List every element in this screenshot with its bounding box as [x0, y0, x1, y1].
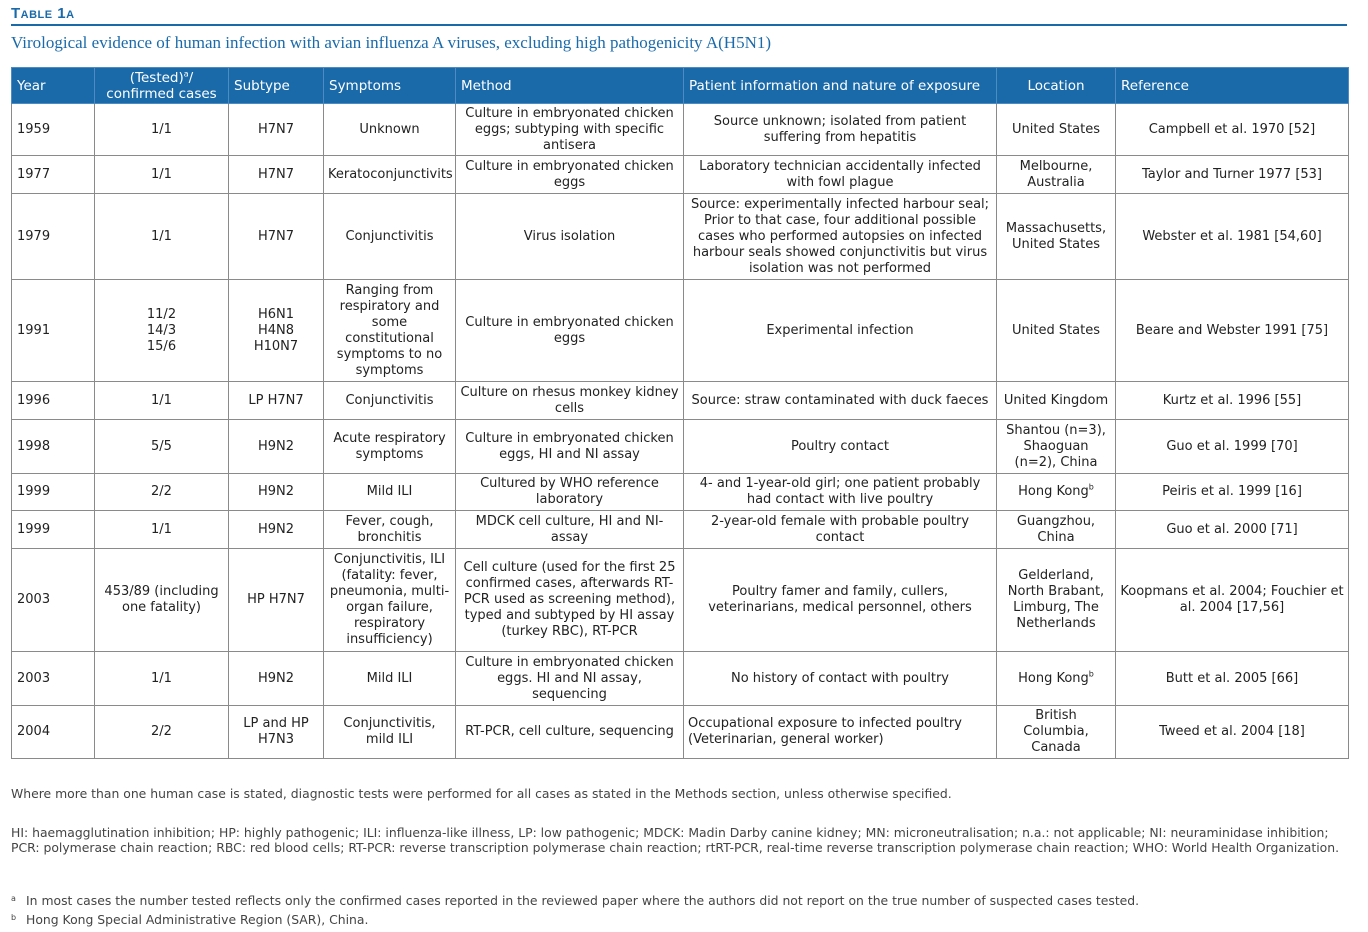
cell-subtype-line: H6N1: [257, 306, 295, 322]
cell-reference: Taylor and Turner 1977 [53]: [1116, 156, 1349, 194]
cell-patient: No history of contact with poultry: [684, 652, 997, 706]
cell-year: 1991: [12, 280, 95, 382]
col-location: Location: [997, 68, 1116, 104]
col-method: Method: [456, 68, 684, 104]
cell-cases: 1/1: [95, 382, 229, 420]
cell-method: Culture in embryonated chicken eggs: [456, 156, 684, 194]
cell-reference: Guo et al. 2000 [71]: [1116, 511, 1349, 549]
cell-symptoms: Acute respiratory symptoms: [324, 420, 456, 474]
footnote-a-mark: a: [11, 894, 16, 903]
cell-method: Cell culture (used for the first 25 confirmed cases, afterwards RT-PCR used as screening method), typed and subtyped by HI assay (turkey RBC), RT-PCR: [456, 549, 684, 652]
cell-method: Culture in embryonated chicken eggs. HI and NI assay, sequencing: [456, 652, 684, 706]
footnote-a: [11, 893, 1351, 908]
table-row: [12, 420, 1349, 474]
cell-method: Culture in embryonated chicken eggs, HI and NI assay: [456, 420, 684, 474]
cell-year: 1999: [12, 474, 95, 511]
cell-patient: Source: experimentally infected harbour seal; Prior to that case, four additional possible cases who performed autopsies on infected harbour seals showed conjunctivitis but virus isolation was not performed: [684, 194, 997, 280]
cell-reference: Tweed et al. 2004 [18]: [1116, 706, 1349, 759]
cell-symptoms: Ranging from respiratory and some constitutional symptoms to no symptoms: [324, 280, 456, 382]
table-row: [12, 652, 1349, 706]
footnote-a-text: In most cases the number tested reflects only the confirmed cases reported in the reviewed paper where the authors did not report on the true number of suspected cases tested.: [26, 893, 1140, 908]
cell-location-text: Hong Kong: [1018, 484, 1089, 499]
table-row: [12, 474, 1349, 511]
cell-cases-line: 15/6: [146, 338, 177, 354]
cell-method: MDCK cell culture, HI and NI-assay: [456, 511, 684, 549]
cell-reference: Guo et al. 1999 [70]: [1116, 420, 1349, 474]
cell-cases: 1/1: [95, 511, 229, 549]
cell-reference: Beare and Webster 1991 [75]: [1116, 280, 1349, 382]
cell-location: United Kingdom: [997, 382, 1116, 420]
cell-subtype: H9N2: [229, 511, 324, 549]
table-row: [12, 511, 1349, 549]
cell-year: 1959: [12, 104, 95, 156]
table-row: [12, 382, 1349, 420]
cell-location: [997, 652, 1116, 706]
cell-patient: Experimental infection: [684, 280, 997, 382]
cell-year: 1979: [12, 194, 95, 280]
table-label: Table 1a: [11, 4, 1347, 26]
footnote-b-text: Hong Kong Special Administrative Region (SAR), China.: [26, 912, 369, 927]
cell-patient: 2-year-old female with probable poultry contact: [684, 511, 997, 549]
cell-patient: Poultry famer and family, cullers, veterinarians, medical personnel, others: [684, 549, 997, 652]
cell-subtype: H9N2: [229, 474, 324, 511]
table-row: [12, 104, 1349, 156]
cell-symptoms: Mild ILI: [324, 474, 456, 511]
cell-subtype-line: H4N8: [257, 322, 295, 338]
col-cases-label: (Tested): [129, 69, 184, 86]
cell-subtype: H7N7: [229, 194, 324, 280]
cell-patient: 4- and 1-year-old girl; one patient probably had contact with live poultry: [684, 474, 997, 511]
cell-reference: Peiris et al. 1999 [16]: [1116, 474, 1349, 511]
cell-method: Culture in embryonated chicken eggs: [456, 280, 684, 382]
abbreviations-note: HI: haemagglutination inhibition; HP: highly pathogenic; ILI: influenza-like illness, LP: low pathogenic; MDCK: Madin Darby canine kidney; MN: microneutralisation; n.a.: not applicable; NI: neuraminidase inhibition; PCR: polymerase chain reaction; RBC: red blood cells; RT-PCR: reverse transcription polymerase chain reaction; rtRT-PCR, real-time reverse transcription polymerase chain reaction; WHO: World Health Organization.: [11, 825, 1340, 855]
cell-symptoms: Conjunctivitis, ILI (fatality: fever, pneumonia, multi-organ failure, respiratory insufficiency): [324, 549, 456, 652]
cell-symptoms: Unknown: [324, 104, 456, 156]
cell-subtype: H7N7: [229, 156, 324, 194]
cell-location: Massachusetts, United States: [997, 194, 1116, 280]
cell-year: 2004: [12, 706, 95, 759]
general-note: Where more than one human case is stated, diagnostic tests were performed for all cases as stated in the Methods section, unless otherwise specified.: [11, 786, 952, 801]
cell-method: RT-PCR, cell culture, sequencing: [456, 706, 684, 759]
cell-cases: [95, 280, 229, 382]
cell-location: Shantou (n=3), Shaoguan (n=2), China: [997, 420, 1116, 474]
cell-cases: 2/2: [95, 706, 229, 759]
table-caption: Virological evidence of human infection with avian influenza A viruses, excluding high pathogenicity A(H5N1): [11, 33, 772, 52]
cell-location: [997, 474, 1116, 511]
cell-location: United States: [997, 280, 1116, 382]
cell-symptoms: Mild ILI: [324, 652, 456, 706]
cell-year: 1977: [12, 156, 95, 194]
table-row: [12, 156, 1349, 194]
cell-reference: Butt et al. 2005 [66]: [1116, 652, 1349, 706]
table-row: [12, 706, 1349, 759]
cell-patient: Source: straw contaminated with duck faeces: [684, 382, 997, 420]
cell-method: Cultured by WHO reference laboratory: [456, 474, 684, 511]
cell-year: 2003: [12, 549, 95, 652]
cell-symptoms: Conjunctivitis: [324, 194, 456, 280]
table-row: [12, 549, 1349, 652]
cell-year: 1996: [12, 382, 95, 420]
footnote-b-mark: b: [11, 913, 17, 922]
col-cases-slash: /: [188, 69, 194, 86]
cell-cases-line: 14/3: [146, 322, 177, 338]
cell-cases: 1/1: [95, 194, 229, 280]
cell-location: British Columbia, Canada: [997, 706, 1116, 759]
cell-year: 1999: [12, 511, 95, 549]
cell-symptoms: Conjunctivitis, mild ILI: [324, 706, 456, 759]
table-row: [12, 280, 1349, 382]
cell-subtype: LP and HP H7N3: [229, 706, 324, 759]
cell-location: Guangzhou, China: [997, 511, 1116, 549]
cell-cases: 5/5: [95, 420, 229, 474]
cell-subtype: LP H7N7: [229, 382, 324, 420]
cell-subtype: H9N2: [229, 652, 324, 706]
cell-symptoms: Fever, cough, bronchitis: [324, 511, 456, 549]
cell-method: Culture in embryonated chicken eggs; subtyping with specific antisera: [456, 104, 684, 156]
cell-reference: Campbell et al. 1970 [52]: [1116, 104, 1349, 156]
cell-cases: 1/1: [95, 104, 229, 156]
cell-location-text: Hong Kong: [1018, 670, 1089, 686]
cell-cases: 1/1: [95, 652, 229, 706]
data-table: [11, 67, 1349, 759]
cell-method: Culture on rhesus monkey kidney cells: [456, 382, 684, 420]
col-cases-sup: a: [183, 69, 189, 78]
cell-cases: 2/2: [95, 474, 229, 511]
col-cases-label-2: confirmed cases: [106, 85, 217, 102]
col-reference: Reference: [1116, 68, 1349, 104]
cell-method: Virus isolation: [456, 194, 684, 280]
cell-year: 2003: [12, 652, 95, 706]
table-header-block: [11, 4, 1347, 54]
cell-location: United States: [997, 104, 1116, 156]
header-row: [12, 68, 1349, 104]
cell-symptoms: Keratoconjunctivits: [324, 156, 456, 194]
cell-year: 1998: [12, 420, 95, 474]
col-subtype: Subtype: [229, 68, 324, 104]
cell-patient: Poultry contact: [684, 420, 997, 474]
cell-location: Melbourne, Australia: [997, 156, 1116, 194]
col-symptoms: Symptoms: [324, 68, 456, 104]
footnote-mark: b: [1088, 482, 1094, 492]
col-patient: Patient information and nature of exposure: [684, 68, 997, 104]
cell-reference: Koopmans et al. 2004; Fouchier et al. 2004 [17,56]: [1116, 549, 1349, 652]
cell-patient: Occupational exposure to infected poultry (Veterinarian, general worker): [684, 706, 997, 759]
cell-patient: Laboratory technician accidentally infected with fowl plague: [684, 156, 997, 194]
table-row: [12, 194, 1349, 280]
cell-patient: Source unknown; isolated from patient suffering from hepatitis: [684, 104, 997, 156]
cell-reference: Webster et al. 1981 [54,60]: [1116, 194, 1349, 280]
footnote-b: [11, 912, 1351, 927]
cell-subtype: H9N2: [229, 420, 324, 474]
cell-cases: 1/1: [95, 156, 229, 194]
cell-subtype-line: H10N7: [253, 338, 299, 354]
cell-reference: Kurtz et al. 1996 [55]: [1116, 382, 1349, 420]
col-cases: [95, 68, 229, 104]
footnote-mark: b: [1088, 669, 1094, 679]
cell-subtype: HP H7N7: [229, 549, 324, 652]
cell-symptoms: Conjunctivitis: [324, 382, 456, 420]
cell-cases: 453/89 (including one fatality): [95, 549, 229, 652]
cell-cases-line: 11/2: [146, 306, 177, 322]
cell-subtype: [229, 280, 324, 382]
cell-subtype: H7N7: [229, 104, 324, 156]
cell-location: Gelderland, North Brabant, Limburg, The Netherlands: [997, 549, 1116, 652]
col-year: Year: [12, 68, 95, 104]
